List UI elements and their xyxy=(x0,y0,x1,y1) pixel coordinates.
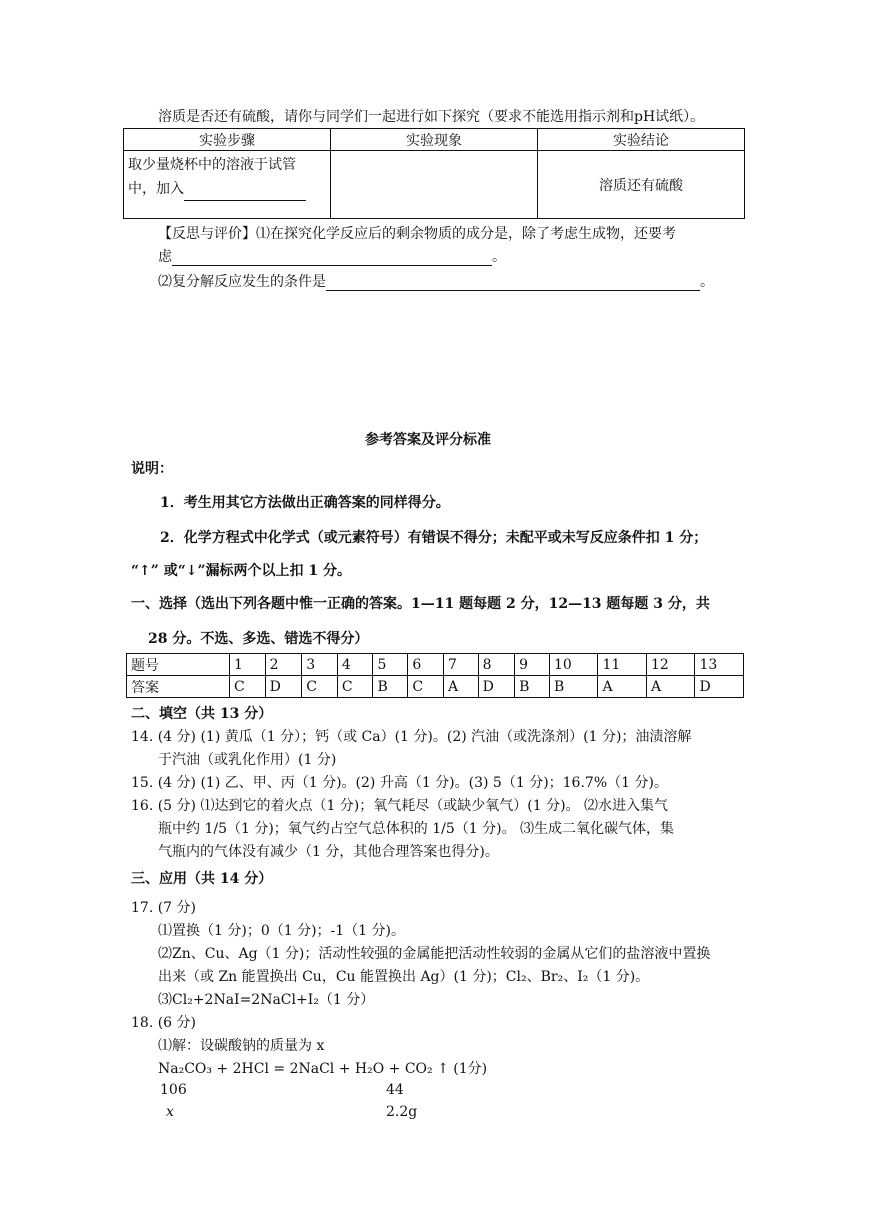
answer-line: ⑴置换（1 分)；0（1 分)；-1（1 分)。 xyxy=(158,923,406,939)
unknown-left: x xyxy=(166,1104,174,1120)
answer-line: 于汽油（或乳化作用）(1 分) xyxy=(158,752,337,768)
molar-mass-right: 44 xyxy=(386,1082,404,1098)
reflection-line xyxy=(158,246,506,266)
note-item: 2．化学方程式中化学式（或元素符号）有错误不得分；未配平或未写反应条件扣 1 分； xyxy=(160,530,708,546)
answer-line: 14. (4 分) (1) 黄瓜（1 分）；钙（或 Ca）(1 分)。(2) 汽油（或洗涤剂）(1 分)；油渍溶解 xyxy=(131,729,692,745)
question-number-cell: 12 xyxy=(646,654,694,676)
section-title: 二、填空（共 13 分） xyxy=(131,706,273,722)
answer-cell: C xyxy=(230,676,266,698)
answer-line: 16. (5 分) ⑴达到它的着火点（1 分)；氧气耗尽（或缺少氧气）(1 分)。 ⑵水进入集气 xyxy=(131,798,668,814)
answer-blank xyxy=(326,276,700,291)
chemical-equation: Na₂CO₃ + 2HCl = 2NaCl + H₂O + CO₂ ↑ (1分) xyxy=(158,1061,488,1077)
reflection-text: 虑 xyxy=(158,249,172,265)
reflection-line: 【反思与评价】⑴在探究化学反应后的剩余物质的成分是，除了考虑生成物，还要考 xyxy=(158,226,676,242)
answer-cell: D xyxy=(478,676,515,698)
experiment-table xyxy=(123,128,745,219)
answer-cell: B xyxy=(373,676,408,698)
answer-line: ⑴解：设碳酸钠的质量为 x xyxy=(158,1038,325,1054)
question-number-cell: 9 xyxy=(515,654,550,676)
answer-line: 18. (6 分) xyxy=(131,1015,196,1031)
answer-cell: C xyxy=(302,676,338,698)
question-number-cell: 6 xyxy=(408,654,444,676)
question-number-cell: 5 xyxy=(373,654,408,676)
reflection-text: 。 xyxy=(492,249,506,265)
question-number-cell: 1 xyxy=(230,654,266,676)
answer-title: 参考答案及评分标准 xyxy=(365,432,491,448)
step-cell xyxy=(124,151,331,219)
answer-line: 15. (4 分) (1) 乙、甲、丙（1 分)。(2) 升高（1 分)。(3) 5（1 分)；16.7%（1 分)。 xyxy=(131,775,668,791)
phenomenon-cell xyxy=(331,151,538,219)
answer-line: 出来（或 Zn 能置换出 Cu，Cu 能置换出 Ag）(1 分)；Cl₂、Br₂、I₂（1 分)。 xyxy=(158,969,650,985)
note-item: 1．考生用其它方法做出正确答案的同样得分。 xyxy=(160,495,450,511)
answer-cell: A xyxy=(646,676,694,698)
answer-blank xyxy=(184,186,306,201)
table-header: 实验步骤 xyxy=(124,129,331,151)
question-number-cell: 8 xyxy=(478,654,515,676)
section-title: 一、选择（选出下列各题中惟一正确的答案。1—11 题每题 2 分，12—13 题每题 3 分，共 xyxy=(131,596,710,612)
question-number-cell: 2 xyxy=(265,654,302,676)
answer-line: ⑶Cl₂+2NaI=2NaCl+I₂（1 分） xyxy=(158,992,375,1008)
answer-cell: A xyxy=(598,676,646,698)
table-header: 实验现象 xyxy=(331,129,538,151)
answer-cell: B xyxy=(550,676,598,698)
known-right: 2.2g xyxy=(386,1104,418,1120)
question-number-cell: 11 xyxy=(598,654,646,676)
answer-cell: C xyxy=(337,676,373,698)
answer-cell: C xyxy=(408,676,444,698)
question-number-cell: 4 xyxy=(337,654,373,676)
answer-cell: D xyxy=(265,676,302,698)
notes-label: 说明： xyxy=(131,461,173,477)
answer-table xyxy=(126,653,744,698)
answer-cell: A xyxy=(444,676,479,698)
row-label: 答案 xyxy=(127,676,230,698)
section-title: 三、应用（共 14 分） xyxy=(131,871,273,887)
section-title: 28 分。不选、多选、错选不得分） xyxy=(148,631,369,647)
note-item: “↑” 或“↓”漏标两个以上扣 1 分。 xyxy=(131,563,352,579)
row-label: 题号 xyxy=(127,654,230,676)
question-number-cell: 10 xyxy=(550,654,598,676)
reflection-text: ⑵复分解反应发生的条件是 xyxy=(158,274,326,290)
answer-line: 17. (7 分) xyxy=(131,900,196,916)
answer-line: 瓶中约 1/5（1 分)；氧气约占空气总体积的 1/5（1 分)。 ⑶生成二氧化碳气体，集 xyxy=(158,821,675,837)
question-number-cell: 13 xyxy=(695,654,744,676)
step-line: 取少量烧杯中的溶液于试管 xyxy=(128,157,296,173)
reflection-text: 。 xyxy=(700,274,714,290)
answer-cell: B xyxy=(515,676,550,698)
answer-blank xyxy=(172,251,492,266)
reflection-line xyxy=(158,271,714,291)
step-line: 中，加入 xyxy=(128,181,184,197)
answer-line: ⑵Zn、Cu、Ag（1 分)；活动性较强的金属能把活动性较弱的金属从它们的盐溶液中置换 xyxy=(158,946,711,962)
question-number-cell: 3 xyxy=(302,654,338,676)
conclusion-cell: 溶质还有硫酸 xyxy=(538,151,745,219)
answer-cell: D xyxy=(695,676,744,698)
question-number-cell: 7 xyxy=(444,654,479,676)
table-header: 实验结论 xyxy=(538,129,745,151)
molar-mass-left: 106 xyxy=(160,1082,187,1098)
answer-line: 气瓶内的气体没有减少（1 分，其他合理答案也得分)。 xyxy=(158,844,499,860)
intro-line: 溶质是否还有硫酸，请你与同学们一起进行如下探究（要求不能选用指示剂和pH试纸）。 xyxy=(158,109,705,125)
